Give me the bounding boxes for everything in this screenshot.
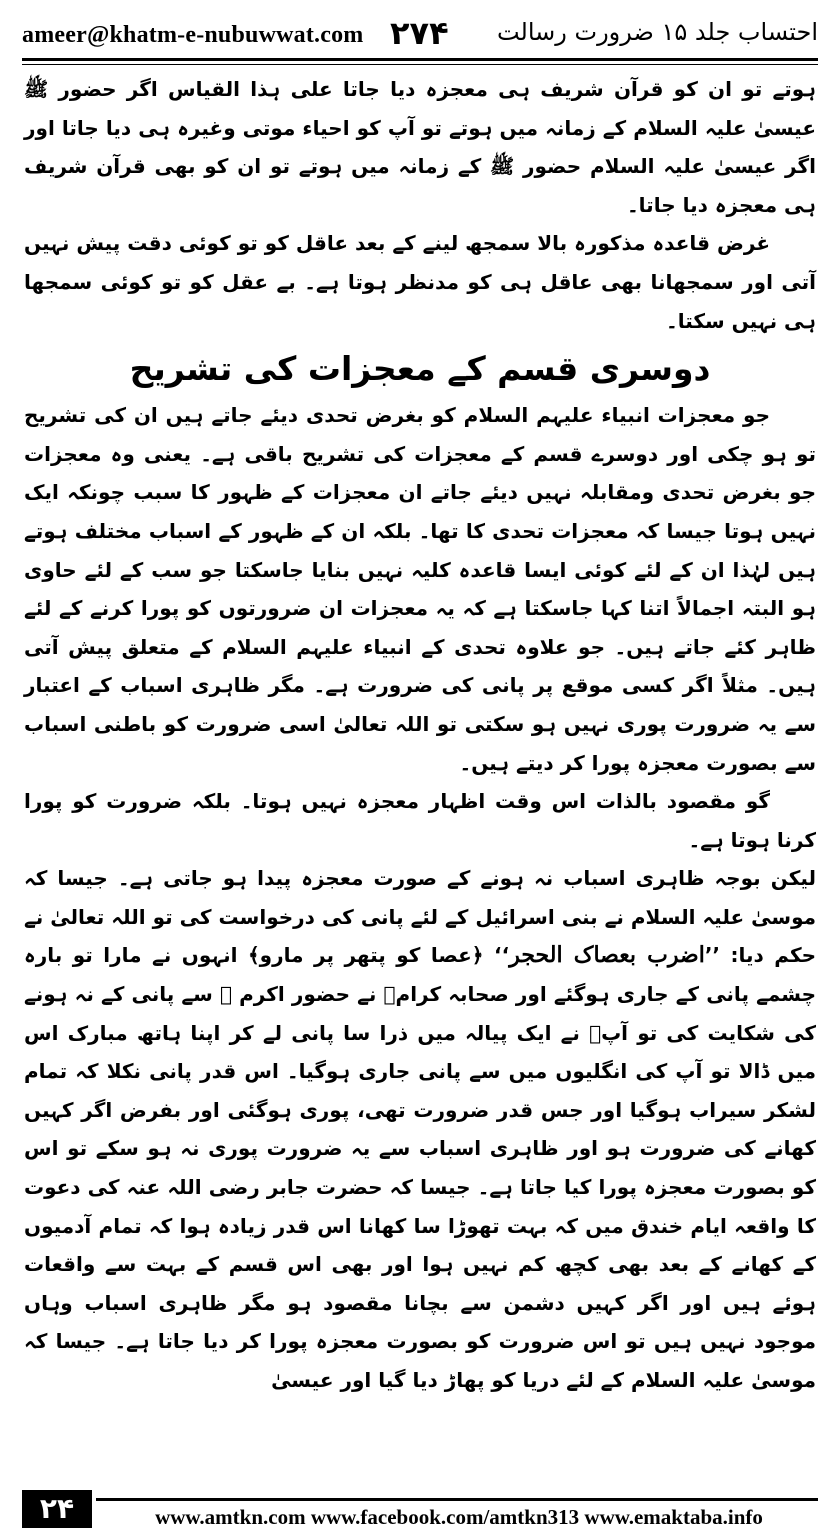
quran-quote: اضرب بعصاک الحجر [509,942,705,969]
header-title: احتساب جلد ۱۵ ضرورت رسالت [496,18,818,46]
paragraph-4: گو مقصود بالذات اس وقت اظہار معجزہ نہیں ہوتا۔ بلکہ ضرورت کو پورا کرنا ہوتا ہے۔ [24,789,816,852]
paragraph-2: غرض قاعدہ مذکورہ بالا سمجھ لینے کے بعد عاقل کو تو کوئی دقت پیش نہیں آتی اور سمجھانا بھی عاقل ہی کو مدنظر ہوتا ہے۔ بے عقل کو تو کوئی سمجھا ہی نہیں سکتا۔ [24,231,816,333]
footer-urls: www.amtkn.com www.facebook.com/amtkn313 www.emaktaba.info [155,1505,763,1529]
footer-rule [96,1498,818,1501]
section-heading: دوسری قسم کے معجزات کی تشریح [129,349,711,389]
header-email: ameer@khatm-e-nubuwwat.com [22,22,364,48]
paragraph-5-part-b: ‘‘ ﴿عصا کو پتھر پر مارو﴾ انہوں نے مارا تو بارہ چشمے پانی کے جاری ہوگئے اور صحابہ کرامؓ نے حضور اکرم ﷺ سے پانی کے نہ ہونے کی شکایت کی تو آپؐ نے ایک پیالہ میں ذرا سا پانی لے کر اپنا ہاتھ مبارک اس میں ڈالا تو آپ کی انگلیوں میں سے پانی جاری ہوگیا۔ اس قدر پانی نکلا کہ تمام لشکر سیراب ہوگیا اور جس قدر ضرورت تھی، پوری ہوگئی اور بفرض اگر کہیں کھانے کی ضرورت ہو اور ظاہری اسباب سے یہ ضرورت پوری نہ ہو سکے تو اس کو بصورت معجزہ پورا کیا جاتا ہے۔ جیسا کہ حضرت جابر رضی اللہ عنہ کی دعوت کا واقعہ ایام خندق میں کہ بہت تھوڑا سا کھانا اس قدر زیادہ ہوا کہ تمام آدمیوں کے کھانے کے بعد بھی کچھ کم نہیں ہوا اور بھی اس قسم کے بہت سے واقعات ہوئے ہیں اور اگر کہیں دشمن سے بچانا مقصود ہو مگر ظاہری اسباب وہاں موجود نہیں ہیں تو اس ضرورت کو بصورت معجزہ پورا کر دیا جاتا ہے۔ جیسا کہ موسیٰ علیہ السلام کے لئے دریا کو پھاڑ دیا گیا اور عیسیٰ [24,943,816,1392]
paragraph-5-part-a: لیکن بوجہ ظاہری اسباب نہ ہونے کے صورت معجزہ پیدا ہو جاتی ہے۔ جیسا کہ موسیٰ علیہ السلام نے بنی اسرائیل کے لئے پانی کی درخواست کی تو اللہ تعالیٰ نے حکم دیا: ’’ [24,866,817,968]
header-page-number: ۲۷۴ [390,14,449,52]
page-body [24,70,816,1400]
paragraph-3: جو معجزات انبیاء علیہم السلام کو بغرض تحدی دیئے جاتے ہیں ان کی تشریح تو ہو چکی اور دوسرے قسم کے معجزات کی تشریح باقی ہے۔ یعنی وہ معجزات جو بغرض تحدی ومقابلہ نہیں دیئے جاتے ان معجزات کے ظہور کا سبب چونکہ ایک نہیں ہوتا جیسا کہ معجزات تحدی کا تھا۔ بلکہ ان کے ظہور کے اسباب مختلف ہوتے ہیں لہٰذا ان کے لئے کوئی ایسا قاعدہ کلیہ نہیں بنایا جاسکتا جو سب کے لئے حاوی ہو البتہ اجمالاً اتنا کہا جاسکتا ہے کہ یہ معجزات ان ضرورتوں کو پورا کرنے کے لئے ظاہر کئے جاتے ہیں۔ جو علاوہ تحدی کے انبیاء علیہم السلام کے متعلق پیش آتی ہیں۔ مثلاً اگر کسی موقع پر پانی کی ضرورت ہے۔ مگر ظاہری اسباب کے اعتبار سے یہ ضرورت پوری نہیں ہو سکتی تو اللہ تعالیٰ اسی ضرورت کو باطنی اسباب سے بصورت معجزہ پورا کر دیتے ہیں۔ [24,403,816,775]
paragraph-1: ہوتے تو ان کو قرآن شریف ہی معجزہ دیا جاتا علی ہذا القیاس اگر حضور ﷺ عیسیٰ علیہ السلام کے زمانہ میں ہوتے تو آپ کو احیاء موتی وغیرہ ہی دیا جاتا اور اگر عیسیٰ علیہ السلام حضور ﷺ کے زمانہ میں ہوتے تو ان کو بھی قرآن شریف ہی معجزہ دیا جاتا۔ [24,77,816,217]
header-rule [22,58,818,61]
paragraph-5 [24,859,816,1399]
page-header [22,10,818,54]
footer-page-number: ۲۴ [22,1490,92,1528]
header-rule-thin [22,64,818,65]
